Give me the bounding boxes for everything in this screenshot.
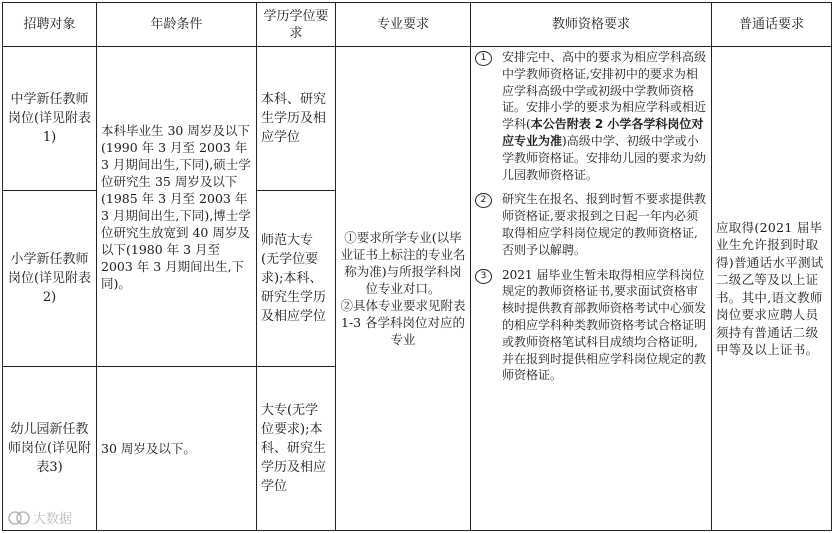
target-middle-school: 中学新任教师岗位(详见附表 1) bbox=[3, 47, 97, 191]
education-middle-school: 本科、研究生学历及相应学位 bbox=[257, 47, 336, 191]
header-mandarin: 普通话要求 bbox=[712, 3, 832, 47]
target-primary-school: 小学新任教师岗位(详见附表 2) bbox=[3, 191, 97, 367]
age-kindergarten: 30 周岁及以下。 bbox=[97, 367, 257, 531]
qualification-bold-text: 本公告附表 2 小学各学科岗位对应专业为准 bbox=[502, 117, 704, 148]
education-kindergarten: 大专(无学位要求);本科、研究生学历及相应学位 bbox=[257, 367, 336, 531]
circled-number: 1 bbox=[475, 51, 492, 66]
header-row bbox=[3, 3, 832, 47]
mandarin-requirement: 应取得(2021 届毕业生允许报到时取得)普通话水平测试二级乙等及以上证书。其中,语文教师岗位要求应聘人员须持有普通话二级甲等及以上证书。 bbox=[712, 47, 832, 531]
target-kindergarten: 幼儿园新任教师岗位(详见附表3) bbox=[3, 367, 97, 531]
header-education: 学历学位要求 bbox=[257, 3, 336, 47]
table-row-middle-school bbox=[3, 47, 832, 191]
header-qualification: 教师资格要求 bbox=[471, 3, 712, 47]
header-major: 专业要求 bbox=[336, 3, 471, 47]
header-age: 年龄条件 bbox=[97, 3, 257, 47]
circled-number: 2 bbox=[475, 193, 492, 208]
qualification-text: 安排完中、高中的要求为相应学科高级中学教师资格证,安排初中的要求为相应学科高级中学或初级中学教师资格证。安排小学的要求为相应学科或相近学科( bbox=[502, 50, 707, 132]
qualification-item bbox=[475, 191, 708, 258]
requirements-table bbox=[2, 2, 832, 531]
age-requirement: 本科毕业生 30 周岁及以下(1990 年 3 月至 2003 年 3 月期间出生,下同),硕士学位研究生 35 周岁及以下(1985 年 3 月至 2003 年 3 月期间出生,下同),博士学位研究生放宽到 40 周岁及以下(1980 年 3 月至 2003 年 3 月期间出生,下同)。 bbox=[97, 47, 257, 367]
watermark-text: 大数据 bbox=[33, 512, 73, 527]
qualification-text: 研究生在报名、报到时暂不要求提供教师资格证,要求报到之日起一年内必须取得相应学科岗位规定的教师资格证,否则予以解聘。 bbox=[502, 192, 707, 257]
qualification-text: )高级中学、初级中学或小学教师资格证。安排幼儿园的要求为幼儿园教师资格证。 bbox=[502, 133, 707, 182]
major-item-1: ①要求所学专业(以毕业证书上标注的专业名称为准)与所报学科岗位专业对口。 bbox=[340, 230, 466, 296]
qualification-item bbox=[475, 49, 708, 183]
education-primary-school: 师范大专(无学位要求);本科、研究生学历及相应学位 bbox=[257, 191, 336, 367]
qualification-item bbox=[475, 267, 708, 385]
major-item-2: ②具体专业要求见附表 1-3 各学科岗位对应的专业 bbox=[340, 298, 466, 347]
circled-number: 3 bbox=[475, 269, 492, 284]
qualification-text: 2021 届毕业生暂未取得相应学科岗位规定的教师资格证书,要求面试资格审核时提供教育部教师资格考试中心颁发的相应学科种类教师资格考试合格证明或教师资格笔试科目成绩均合格证明,并在报到时提供相应学科岗位规定的教师资格证。 bbox=[502, 267, 707, 383]
major-requirement bbox=[336, 47, 471, 531]
header-target: 招聘对象 bbox=[3, 3, 97, 47]
qualification-requirement bbox=[471, 47, 712, 531]
